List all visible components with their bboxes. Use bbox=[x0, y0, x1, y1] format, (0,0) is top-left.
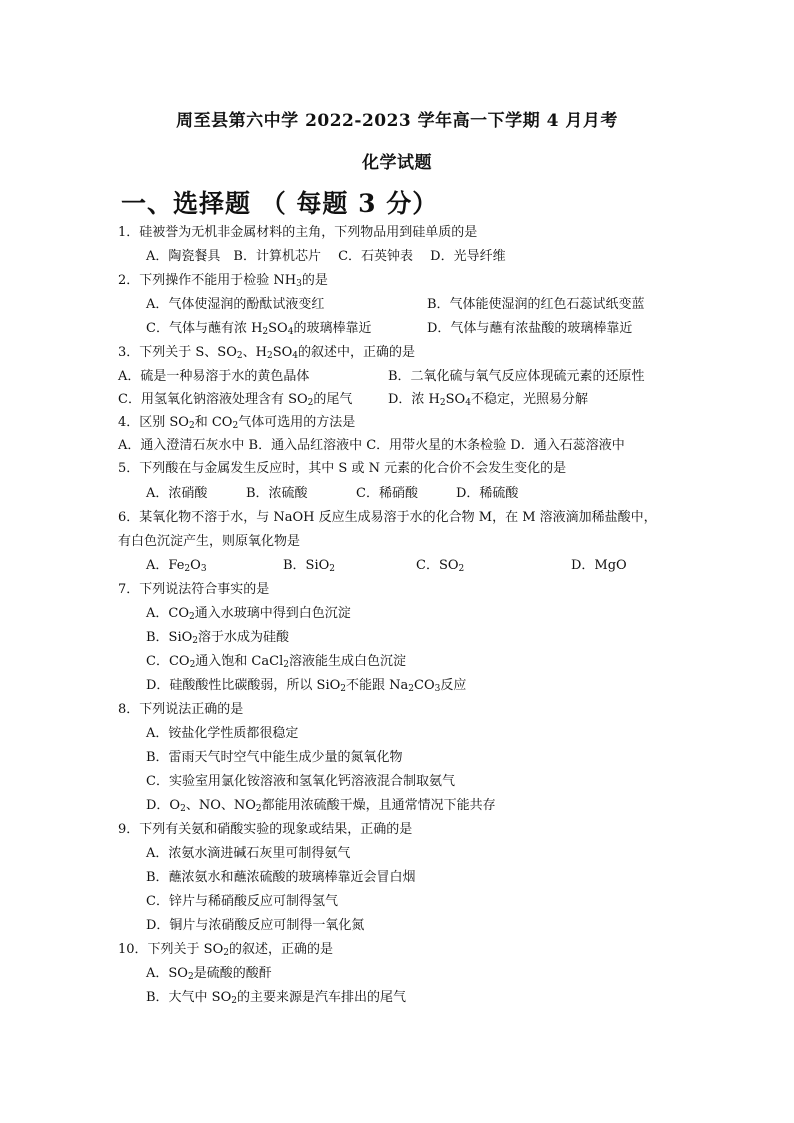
question-5-option-d: D．稀硫酸 bbox=[456, 486, 519, 501]
question-2-option-b: B．气体能使湿润的红色石蕊试纸变蓝 bbox=[427, 297, 645, 312]
question-6-stem-line-1: 6．某氧化物不溶于水，与 NaOH 反应生成易溶于水的化合物 M，在 M 溶液滴加稀盐酸中， bbox=[118, 510, 657, 525]
question-9-option-d: D．铜片与浓硝酸反应可制得一氧化氮 bbox=[146, 918, 365, 933]
question-6-option-c: C．$SO_2$ bbox=[416, 558, 465, 574]
question-10-stem: 10．下列关于 $SO_2$的叙述，正确的是 bbox=[118, 942, 333, 958]
question-1-options: A．陶瓷餐具 B．计算机芯片 C．石英钟表 D．光导纤维 bbox=[146, 249, 506, 264]
question-7-stem: 7．下列说法符合事实的是 bbox=[118, 582, 270, 597]
question-7-option-a: A．$CO_2$通入水玻璃中得到白色沉淀 bbox=[146, 606, 351, 622]
question-4-options: A．通入澄清石灰水中 B．通入品红溶液中 C．用带火星的木条检验 D．通入石蕊溶液中 bbox=[118, 438, 625, 453]
question-10-option-a: A．$SO_2$是硫酸的酸酐 bbox=[146, 966, 272, 982]
question-1-stem: 1．硅被誉为无机非金属材料的主角，下列物品用到硅单质的是 bbox=[118, 225, 478, 240]
exam-subject: 化学试题 bbox=[362, 153, 432, 173]
question-4-stem: 4．区别 $SO_2$和 $CO_2$气体可选用的方法是 bbox=[118, 415, 356, 431]
question-9-option-c: C．锌片与稀硝酸反应可制得氢气 bbox=[146, 894, 338, 909]
question-8-option-c: C．实验室用氯化铵溶液和氢氧化钙溶液混合制取氨气 bbox=[146, 774, 455, 789]
question-5-option-c: C．稀硝酸 bbox=[356, 486, 418, 501]
question-2-stem: 2．下列操作不能用于检验 $NH_3$的是 bbox=[118, 273, 328, 289]
question-6-option-d: D．MgO bbox=[571, 558, 627, 573]
question-9-option-a: A．浓氨水滴进碱石灰里可制得氨气 bbox=[146, 846, 351, 861]
exam-title: 周至县第六中学 2022-2023 学年高一下学期 4 月月考 bbox=[176, 111, 618, 131]
question-6-stem-line-2: 有白色沉淀产生，则原氧化物是 bbox=[118, 534, 301, 549]
question-10-option-b: B．大气中 $SO_2$的主要来源是汽车排出的尾气 bbox=[146, 990, 406, 1006]
question-9-option-b: B．蘸浓氨水和蘸浓硫酸的玻璃棒靠近会冒白烟 bbox=[146, 870, 416, 885]
question-2-option-d: D．气体与蘸有浓盐酸的玻璃棒靠近 bbox=[427, 321, 633, 336]
question-3-option-b: B．二氧化硫与氧气反应体现硫元素的还原性 bbox=[388, 369, 645, 384]
question-6-option-b: B．SiO$_2$ bbox=[283, 558, 336, 574]
question-3-option-d: D．浓 $H_2SO_4$不稳定，光照易分解 bbox=[388, 392, 588, 408]
question-7-option-b: B．SiO$_2$溶于水成为硅酸 bbox=[146, 630, 290, 646]
question-5-option-a: A．浓硝酸 bbox=[146, 486, 208, 501]
question-3-stem: 3．下列关于 S、$SO_2$、$H_2SO_4$的叙述中，正确的是 bbox=[118, 345, 416, 361]
question-6-option-a: A．$Fe_2O_3$ bbox=[146, 558, 207, 574]
question-8-option-a: A．铵盐化学性质都很稳定 bbox=[146, 726, 299, 741]
question-8-option-d: D．$O_2$、NO、$NO_2$都能用浓硫酸干燥，且通常情况下能共存 bbox=[146, 798, 496, 814]
question-2-option-a: A．气体使湿润的酚酞试液变红 bbox=[146, 297, 325, 312]
question-3-option-a: A．硫是一种易溶于水的黄色晶体 bbox=[118, 369, 310, 384]
question-3-option-c: C．用氢氧化钠溶液处理含有 $SO_2$的尾气 bbox=[118, 392, 353, 408]
question-5-option-b: B．浓硫酸 bbox=[246, 486, 308, 501]
question-8-option-b: B．雷雨天气时空气中能生成少量的氮氧化物 bbox=[146, 750, 403, 765]
question-7-option-d: D．硅酸酸性比碳酸弱，所以 SiO$_2$不能跟 $Na_2CO_3$反应 bbox=[146, 678, 467, 694]
section-heading: 一、选择题 （ 每题 3 分） bbox=[121, 189, 439, 218]
question-8-stem: 8．下列说法正确的是 bbox=[118, 702, 244, 717]
question-9-stem: 9．下列有关氨和硝酸实验的现象或结果，正确的是 bbox=[118, 822, 413, 837]
question-7-option-c: C．$CO_2$通入饱和 CaCl$_2$溶液能生成白色沉淀 bbox=[146, 654, 406, 670]
question-5-stem: 5．下列酸在与金属发生反应时，其中 S 或 N 元素的化合价不会发生变化的是 bbox=[118, 461, 567, 476]
question-2-option-c: C．气体与蘸有浓 $H_2SO_4$的玻璃棒靠近 bbox=[146, 321, 372, 337]
